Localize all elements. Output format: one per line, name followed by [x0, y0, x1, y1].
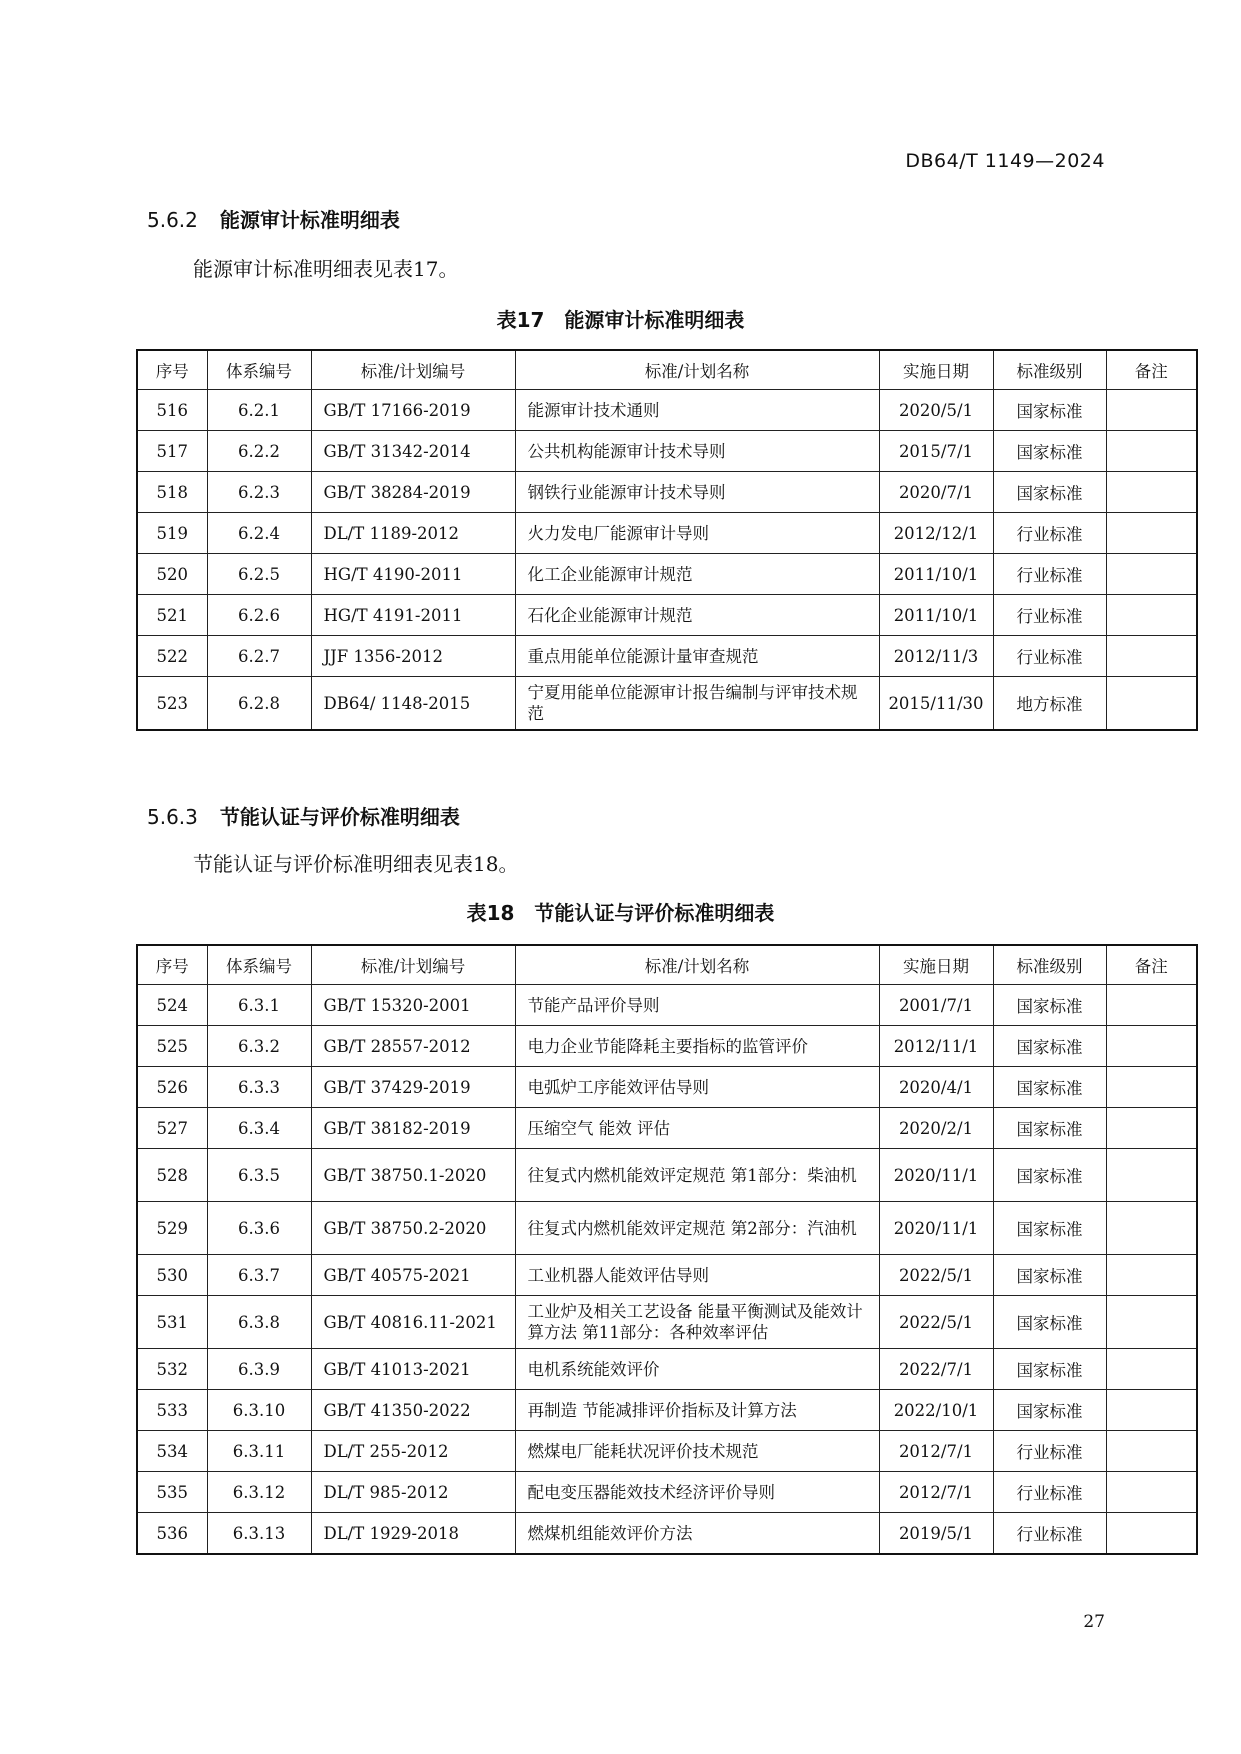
table-row — [137, 636, 1197, 677]
cell-standard-code: DL/T 1929-2018 — [311, 1513, 515, 1555]
cell-standard-name: 电机系统能效评价 — [515, 1349, 879, 1390]
cell-standard-code: JJF 1356-2012 — [311, 636, 515, 677]
cell-level: 国家标准 — [993, 985, 1106, 1026]
section-number: 5.6.2 — [147, 208, 198, 232]
cell-system-code: 6.3.8 — [207, 1296, 311, 1349]
cell-system-code: 6.3.3 — [207, 1067, 311, 1108]
cell-note — [1106, 636, 1197, 677]
cell-standard-name: 工业机器人能效评估导则 — [515, 1255, 879, 1296]
cell-standard-name: 化工企业能源审计规范 — [515, 554, 879, 595]
cell-date: 2011/10/1 — [879, 554, 993, 595]
cell-standard-name: 重点用能单位能源计量审查规范 — [515, 636, 879, 677]
cell-standard-name: 配电变压器能效技术经济评价导则 — [515, 1472, 879, 1513]
cell-note — [1106, 1202, 1197, 1255]
cell-system-code: 6.2.2 — [207, 431, 311, 472]
table-row — [137, 1067, 1197, 1108]
cell-standard-code: GB/T 38750.2-2020 — [311, 1202, 515, 1255]
cell-level: 国家标准 — [993, 1390, 1106, 1431]
cell-standard-name: 节能产品评价导则 — [515, 985, 879, 1026]
cell-standard-code: GB/T 31342-2014 — [311, 431, 515, 472]
cell-date: 2015/7/1 — [879, 431, 993, 472]
cell-seq: 520 — [137, 554, 207, 595]
col-header-date: 实施日期 — [879, 350, 993, 390]
cell-date: 2022/10/1 — [879, 1390, 993, 1431]
cell-date: 2012/7/1 — [879, 1431, 993, 1472]
table-title: 能源审计标准明细表 — [564, 308, 745, 332]
table-row — [137, 1108, 1197, 1149]
cell-standard-code: GB/T 15320-2001 — [311, 985, 515, 1026]
section-title: 能源审计标准明细表 — [219, 208, 400, 232]
cell-standard-code: DL/T 1189-2012 — [311, 513, 515, 554]
cell-date: 2020/11/1 — [879, 1202, 993, 1255]
cell-seq: 524 — [137, 985, 207, 1026]
table-row — [137, 1296, 1197, 1349]
cell-standard-name: 能源审计技术通则 — [515, 390, 879, 431]
cell-note — [1106, 1390, 1197, 1431]
cell-note — [1106, 1431, 1197, 1472]
table-row — [137, 1513, 1197, 1555]
cell-standard-code: GB/T 41350-2022 — [311, 1390, 515, 1431]
col-header-seq: 序号 — [137, 945, 207, 985]
table-row — [137, 472, 1197, 513]
cell-note — [1106, 554, 1197, 595]
cell-date: 2011/10/1 — [879, 595, 993, 636]
cell-system-code: 6.2.7 — [207, 636, 311, 677]
table-label: 表18 — [466, 901, 515, 925]
cell-note — [1106, 513, 1197, 554]
cell-standard-code: GB/T 38750.1-2020 — [311, 1149, 515, 1202]
cell-seq: 530 — [137, 1255, 207, 1296]
table-row — [137, 1149, 1197, 1202]
cell-note — [1106, 1108, 1197, 1149]
cell-standard-code: GB/T 40816.11-2021 — [311, 1296, 515, 1349]
col-header-note: 备注 — [1106, 350, 1197, 390]
cell-date: 2022/7/1 — [879, 1349, 993, 1390]
cell-level: 国家标准 — [993, 1149, 1106, 1202]
table-row — [137, 985, 1197, 1026]
col-header-note: 备注 — [1106, 945, 1197, 985]
table-row — [137, 390, 1197, 431]
cell-standard-name: 工业炉及相关工艺设备 能量平衡测试及能效计算方法 第11部分：各种效率评估 — [515, 1296, 879, 1349]
cell-system-code: 6.2.1 — [207, 390, 311, 431]
cell-standard-name: 压缩空气 能效 评估 — [515, 1108, 879, 1149]
cell-note — [1106, 1513, 1197, 1555]
cell-standard-code: GB/T 17166-2019 — [311, 390, 515, 431]
cell-level: 国家标准 — [993, 390, 1106, 431]
cell-note — [1106, 985, 1197, 1026]
cell-seq: 519 — [137, 513, 207, 554]
cell-seq: 527 — [137, 1108, 207, 1149]
cell-seq: 523 — [137, 677, 207, 731]
table-row — [137, 595, 1197, 636]
cell-system-code: 6.3.11 — [207, 1431, 311, 1472]
col-header-standard-code: 标准/计划编号 — [311, 350, 515, 390]
cell-level: 国家标准 — [993, 1296, 1106, 1349]
cell-date: 2022/5/1 — [879, 1296, 993, 1349]
cell-standard-code: HG/T 4191-2011 — [311, 595, 515, 636]
cell-standard-name: 公共机构能源审计技术导则 — [515, 431, 879, 472]
cell-seq: 532 — [137, 1349, 207, 1390]
cell-note — [1106, 390, 1197, 431]
cell-system-code: 6.2.8 — [207, 677, 311, 731]
table-row — [137, 513, 1197, 554]
col-header-standard-code: 标准/计划编号 — [311, 945, 515, 985]
standards-table-18 — [136, 944, 1198, 1555]
cell-standard-code: GB/T 38182-2019 — [311, 1108, 515, 1149]
page-number: 27 — [1083, 1612, 1105, 1632]
cell-standard-name: 宁夏用能单位能源审计报告编制与评审技术规范 — [515, 677, 879, 731]
cell-level: 行业标准 — [993, 554, 1106, 595]
cell-level: 国家标准 — [993, 1067, 1106, 1108]
cell-level: 行业标准 — [993, 1513, 1106, 1555]
cell-level: 国家标准 — [993, 1026, 1106, 1067]
cell-level: 国家标准 — [993, 431, 1106, 472]
table-row — [137, 1431, 1197, 1472]
cell-standard-name: 电弧炉工序能效评估导则 — [515, 1067, 879, 1108]
col-header-system-code: 体系编号 — [207, 350, 311, 390]
cell-level: 国家标准 — [993, 472, 1106, 513]
cell-level: 行业标准 — [993, 636, 1106, 677]
cell-date: 2012/11/1 — [879, 1026, 993, 1067]
cell-standard-code: HG/T 4190-2011 — [311, 554, 515, 595]
cell-seq: 522 — [137, 636, 207, 677]
table-row — [137, 677, 1197, 731]
cell-date: 2012/12/1 — [879, 513, 993, 554]
table-row — [137, 1472, 1197, 1513]
table-title: 节能认证与评价标准明细表 — [534, 901, 775, 925]
cell-standard-code: DL/T 985-2012 — [311, 1472, 515, 1513]
cell-date: 2015/11/30 — [879, 677, 993, 731]
cell-system-code: 6.3.13 — [207, 1513, 311, 1555]
cell-date: 2020/4/1 — [879, 1067, 993, 1108]
col-header-system-code: 体系编号 — [207, 945, 311, 985]
cell-system-code: 6.3.6 — [207, 1202, 311, 1255]
cell-note — [1106, 677, 1197, 731]
cell-date: 2022/5/1 — [879, 1255, 993, 1296]
cell-seq: 526 — [137, 1067, 207, 1108]
cell-level: 行业标准 — [993, 1431, 1106, 1472]
cell-seq: 528 — [137, 1149, 207, 1202]
cell-note — [1106, 1349, 1197, 1390]
cell-standard-name: 燃煤机组能效评价方法 — [515, 1513, 879, 1555]
cell-standard-name: 钢铁行业能源审计技术导则 — [515, 472, 879, 513]
cell-seq: 536 — [137, 1513, 207, 1555]
cell-seq: 525 — [137, 1026, 207, 1067]
section-number: 5.6.3 — [147, 805, 198, 829]
cell-seq: 518 — [137, 472, 207, 513]
cell-seq: 529 — [137, 1202, 207, 1255]
section-intro: 能源审计标准明细表见表17。 — [193, 257, 459, 281]
section-intro: 节能认证与评价标准明细表见表18。 — [193, 852, 519, 876]
col-header-seq: 序号 — [137, 350, 207, 390]
cell-system-code: 6.2.3 — [207, 472, 311, 513]
cell-note — [1106, 431, 1197, 472]
cell-note — [1106, 1149, 1197, 1202]
cell-date: 2001/7/1 — [879, 985, 993, 1026]
cell-standard-name: 火力发电厂能源审计导则 — [515, 513, 879, 554]
table-row — [137, 1026, 1197, 1067]
cell-standard-name: 燃煤电厂能耗状况评价技术规范 — [515, 1431, 879, 1472]
cell-standard-code: GB/T 38284-2019 — [311, 472, 515, 513]
section-heading-5-6-3 — [147, 801, 460, 830]
cell-note — [1106, 1296, 1197, 1349]
table-row — [137, 1255, 1197, 1296]
cell-level: 行业标准 — [993, 595, 1106, 636]
cell-seq: 531 — [137, 1296, 207, 1349]
table-label: 表17 — [496, 308, 545, 332]
section-heading-5-6-2 — [147, 204, 400, 233]
cell-level: 行业标准 — [993, 513, 1106, 554]
cell-seq: 516 — [137, 390, 207, 431]
cell-standard-name: 石化企业能源审计规范 — [515, 595, 879, 636]
cell-standard-name: 再制造 节能减排评价指标及计算方法 — [515, 1390, 879, 1431]
table-header-row — [137, 350, 1197, 390]
table-caption-18 — [0, 897, 1241, 926]
cell-standard-code: GB/T 40575-2021 — [311, 1255, 515, 1296]
cell-system-code: 6.3.4 — [207, 1108, 311, 1149]
table-row — [137, 431, 1197, 472]
cell-note — [1106, 1255, 1197, 1296]
col-header-date: 实施日期 — [879, 945, 993, 985]
cell-standard-name: 往复式内燃机能效评定规范 第1部分：柴油机 — [515, 1149, 879, 1202]
col-header-level: 标准级别 — [993, 350, 1106, 390]
cell-system-code: 6.2.5 — [207, 554, 311, 595]
cell-system-code: 6.3.7 — [207, 1255, 311, 1296]
table-row — [137, 1202, 1197, 1255]
cell-level: 国家标准 — [993, 1255, 1106, 1296]
cell-level: 地方标准 — [993, 677, 1106, 731]
cell-date: 2019/5/1 — [879, 1513, 993, 1555]
cell-level: 行业标准 — [993, 1472, 1106, 1513]
cell-note — [1106, 1026, 1197, 1067]
cell-note — [1106, 1472, 1197, 1513]
cell-level: 国家标准 — [993, 1108, 1106, 1149]
cell-note — [1106, 1067, 1197, 1108]
cell-seq: 535 — [137, 1472, 207, 1513]
cell-standard-name: 电力企业节能降耗主要指标的监管评价 — [515, 1026, 879, 1067]
cell-standard-code: GB/T 41013-2021 — [311, 1349, 515, 1390]
cell-seq: 521 — [137, 595, 207, 636]
cell-seq: 534 — [137, 1431, 207, 1472]
table-row — [137, 1390, 1197, 1431]
col-header-standard-name: 标准/计划名称 — [515, 350, 879, 390]
cell-seq: 517 — [137, 431, 207, 472]
cell-system-code: 6.3.5 — [207, 1149, 311, 1202]
cell-system-code: 6.3.10 — [207, 1390, 311, 1431]
cell-note — [1106, 595, 1197, 636]
table-row — [137, 1349, 1197, 1390]
document-code: DB64/T 1149—2024 — [905, 150, 1105, 172]
cell-system-code: 6.2.6 — [207, 595, 311, 636]
cell-date: 2012/11/3 — [879, 636, 993, 677]
cell-system-code: 6.3.12 — [207, 1472, 311, 1513]
col-header-level: 标准级别 — [993, 945, 1106, 985]
cell-date: 2012/7/1 — [879, 1472, 993, 1513]
cell-standard-name: 往复式内燃机能效评定规范 第2部分：汽油机 — [515, 1202, 879, 1255]
cell-date: 2020/5/1 — [879, 390, 993, 431]
section-title: 节能认证与评价标准明细表 — [219, 805, 460, 829]
table-header-row — [137, 945, 1197, 985]
cell-system-code: 6.3.9 — [207, 1349, 311, 1390]
col-header-standard-name: 标准/计划名称 — [515, 945, 879, 985]
table-row — [137, 554, 1197, 595]
cell-system-code: 6.2.4 — [207, 513, 311, 554]
standards-table-17 — [136, 349, 1198, 731]
cell-seq: 533 — [137, 1390, 207, 1431]
cell-standard-code: DL/T 255-2012 — [311, 1431, 515, 1472]
cell-level: 国家标准 — [993, 1349, 1106, 1390]
cell-standard-code: GB/T 28557-2012 — [311, 1026, 515, 1067]
cell-date: 2020/2/1 — [879, 1108, 993, 1149]
cell-system-code: 6.3.1 — [207, 985, 311, 1026]
cell-system-code: 6.3.2 — [207, 1026, 311, 1067]
cell-date: 2020/7/1 — [879, 472, 993, 513]
cell-note — [1106, 472, 1197, 513]
cell-standard-code: DB64/ 1148-2015 — [311, 677, 515, 731]
cell-standard-code: GB/T 37429-2019 — [311, 1067, 515, 1108]
cell-date: 2020/11/1 — [879, 1149, 993, 1202]
cell-level: 国家标准 — [993, 1202, 1106, 1255]
table-caption-17 — [0, 304, 1241, 333]
